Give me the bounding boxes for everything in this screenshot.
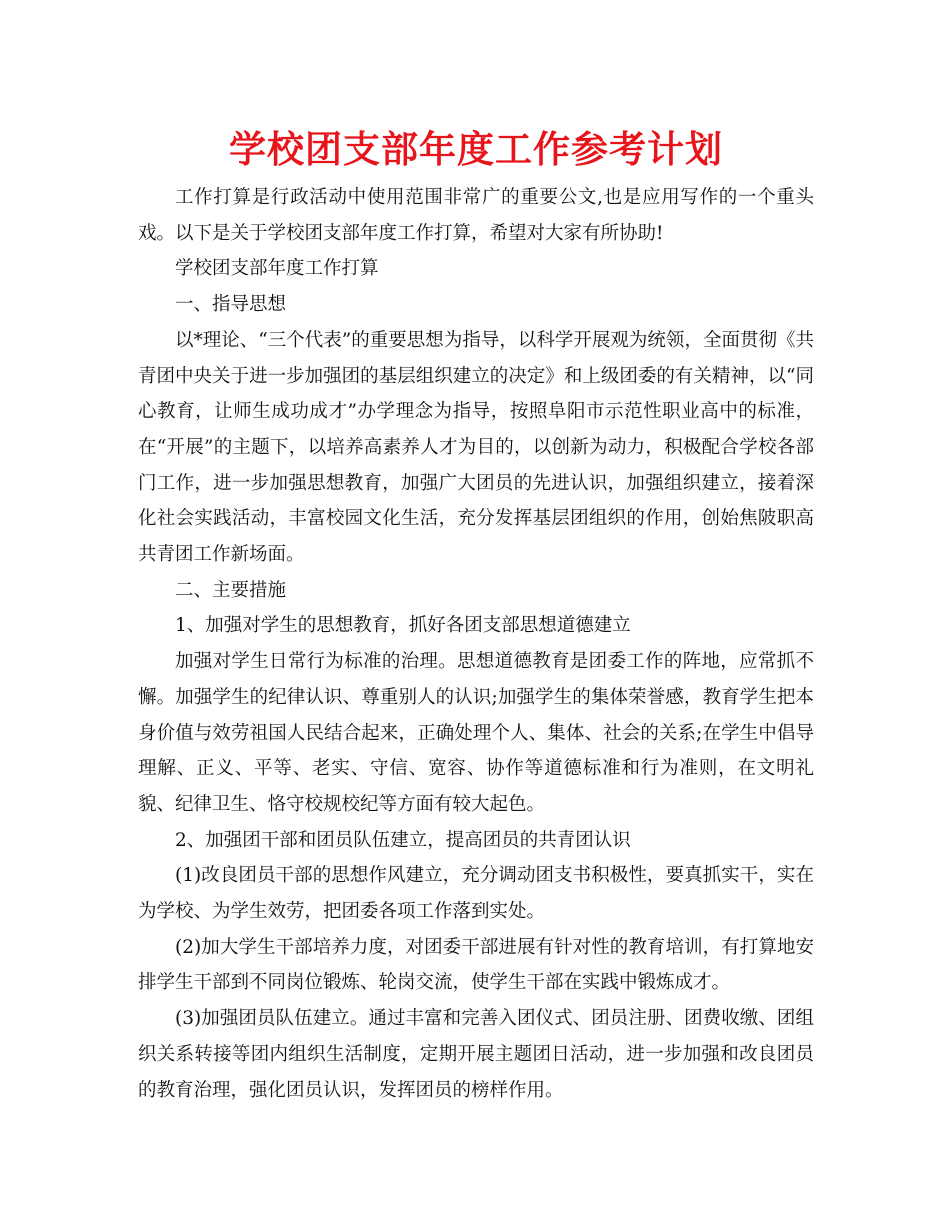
document-page [138,124,814,1108]
measure-1-paragraph: 加强对学生日常行为标准的治理。思想道德教育是团委工作的阵地，应常抓不懈。加强学生的纪律认识、尊重别人的认识;加强学生的集体荣誉感，教育学生把本身价值与效劳祖国人民结合起来，正确处理个人、集体、社会的关系;在学生中倡导理解、正义、平等、老实、守信、宽容、协作等道德标准和行为准则，在文明礼貌、纪律卫生、恪守校规校纪等方面有较大起色。 [138,651,814,815]
measure-1-heading: 1、加强对学生的思想教育，抓好各团支部思想道德建立 [175,615,631,637]
measure-2-item-3: (3)加强团员队伍建立。通过丰富和完善入团仪式、团员注册、团费收缴、团组织关系转接等团内组织生活制度，定期开展主题团日活动，进一步加强和改良团员的教育治理，强化团员认识，发挥团员的榜样作用。 [138,1008,814,1101]
guiding-thought-paragraph: 以*理论、“三个代表”的重要思想为指导，以科学开展观为统领，全面贯彻《共青团中央关于进一步加强团的基层组织建立的决定》和上级团委的有关精神，以“同心教育，让师生成功成才”办学理念为指导，按照阜阳市示范性职业高中的标准，在“开展”的主题下，以培养高素养人才为目的，以创新为动力，积极配合学校各部门工作，进一步加强思想教育，加强广大团员的先进认识，加强组织建立，接着深化社会实践活动，丰富校园文化生活，充分发挥基层团组织的作用，创始焦陂职高共青团工作新场面。 [138,329,814,566]
subtitle-paragraph: 学校团支部年度工作打算 [175,258,379,280]
intro-paragraph: 工作打算是行政活动中使用范围非常广的重要公文,也是应用写作的一个重头戏。以下是关于学校团支部年度工作打算，希望对大家有所协助! [138,187,814,244]
document-title: 学校团支部年度工作参考计划 [229,128,723,171]
measure-2-item-1: (1)改良团员干部的思想作风建立，充分调动团支书积极性，要真抓实干，实在为学校、为学生效劳，把团委各项工作落到实处。 [138,865,814,923]
measure-2-item-2: (2)加大学生干部培养力度，对团委干部进展有针对性的教育培训，有打算地安排学生干部到不同岗位锻炼、轮岗交流，使学生干部在实践中锻炼成才。 [138,936,814,994]
section-heading-guiding-thought: 一、指导思想 [175,294,287,316]
measure-2-heading: 2、加强团干部和团员队伍建立，提高团员的共青团认识 [175,829,631,851]
section-heading-main-measures: 二、主要措施 [175,579,287,601]
